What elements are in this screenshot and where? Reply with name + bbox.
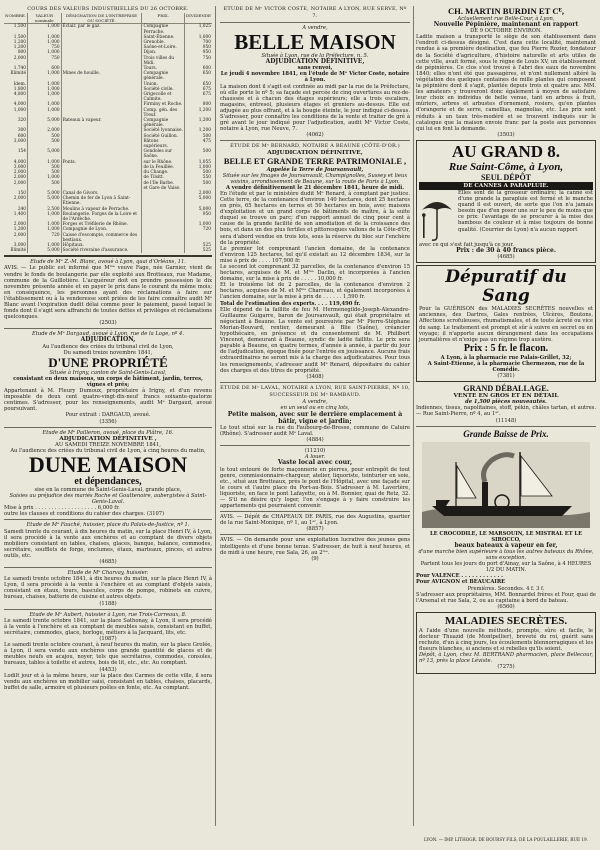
- property-headline: D'UNE PROPRIÉTÉ: [48, 354, 168, 370]
- table-cell: Grigecolle et Calmite.: [142, 92, 185, 102]
- notice-headline: Petite maison, avec sur le derrière emplacement à bâtir, vigne et jardin;: [227, 410, 403, 425]
- table-cell: 2,000: [13, 232, 27, 238]
- column-divider: [215, 6, 216, 826]
- maladies-depot: Dépôt, à Lyon, chez M. BERTRAND pharmacien, place Bellecour, nº 13, près la place Léviste.: [419, 652, 593, 665]
- table-cell: 3,000: [13, 138, 27, 144]
- table-cell: 5,000: [28, 248, 62, 253]
- table-cell: [61, 139, 142, 149]
- table-cell: 600: [28, 66, 62, 71]
- table-cell: 750: [184, 56, 212, 66]
- steamboat-body: d'une marche bien supérieure à tous les autres bateaux du Rhône, sans exception.: [418, 548, 594, 562]
- table-cell: 1,000: [28, 35, 62, 40]
- table-row: [4, 56, 212, 66]
- notice-subtitle: Au l'audience des criées du tribunal civil de Lyon, Du samedi treize novembre 1841,: [42, 343, 174, 356]
- table-cell: du Change.: [142, 170, 185, 175]
- table-cell: 154: [17, 149, 27, 155]
- table-cell: sur le Rhône.: [142, 160, 185, 165]
- table-cell: 1,025: [184, 24, 212, 35]
- table-cell: Grenoble.: [142, 40, 185, 45]
- notice-headline: Vaste local avec cour,: [277, 459, 353, 467]
- table-cell: [184, 233, 212, 243]
- table-row: [4, 212, 212, 222]
- umbrella-ad: [416, 140, 596, 263]
- table-cell: 4,000: [13, 102, 27, 108]
- notice-subtitle: en un seul ou en cinq lots,: [280, 404, 350, 411]
- notice-location: Située sur les finages de Joursanvault, Champignolles, Sussey et lieux voisins, arrondissement de Beaune, sur la route de Paris à Lyon.: [222, 172, 408, 185]
- table-cell: Société riveraine d'assurance.: [61, 248, 142, 253]
- umbrella-cannes: DE CANNES A PARAPLUIE.: [419, 182, 593, 190]
- lot-3: Et le troisième lot de 2 parcelles, de la contenance d'environ 2 hectares, acquises de M. et Mᵐᵉ Charreau, et également incorporées à l'ancien domaine, sur la mise à prix de . . . . . . 1,590 fr.: [220, 282, 410, 301]
- table-cell: 500: [28, 165, 62, 170]
- notice-body: Appartenant à M. Fleury Dumoux, propriétaire à Irigny, et d'un revenu imposable de deux cent quatre-vingt-dix-neuf francs soixante-quatorze centimes. S'adresser, pour les renseignements, audit Mᵉ Dargaud, avoué poursuivant.: [4, 388, 212, 413]
- table-cell: [61, 92, 142, 102]
- table-cell: Illimité: [10, 71, 27, 77]
- notice-ref: (7381): [497, 373, 515, 380]
- table-cell: 5,000: [184, 207, 212, 212]
- table-cell: 2,000: [13, 180, 27, 186]
- table-cell: 1,000: [28, 222, 62, 227]
- table-cell: 1,000: [184, 165, 212, 170]
- notice-body: Le samedi trente octobre courant, à neuf heures du matin, sur la place Grolée, à Lyon, il sera vendu aux enchères une grande quantité de glaces et de meubles neufs en acajou, noyer, tels que secrétaires, commodes, consoles, bureaux, tables à toilette et autres, bois de lit, etc., etc. Au comptant.: [4, 642, 212, 667]
- notice-ref: (3503): [497, 131, 515, 138]
- depuratif-body: Pour la GUÉRISON des MALADIES SECRÈTES nouvelles et anciennes, des Dartres, Gales rentrées, Ulcères, Boutons, Affections scrofuleuses, rhumatismales, et de toute âcreté ou vice du sang. Le traitement est prompt et sûr à suivre en secret ou en voyage; il n'apporte aucun dérangement dans les occupations journalières et n'exige pas un régime trop austère.: [419, 306, 593, 343]
- table-cell: 5,000: [184, 196, 212, 206]
- table-cell: 5,000: [28, 191, 62, 196]
- table-cell: 2,000: [13, 196, 27, 202]
- notice-body: Samedi trente du courant, à dix heures du matin, sur la place Henri IV, à Lyon, il sera procédé à la vente aux enchères et au comptant de divers objets mobiliers consistant en tables, chaises, glaces, banque, balance, commodes, secrétaire, soufflets de forge, enclumes, étaux, marteaux, pinces, et autres outils, etc.: [4, 528, 212, 559]
- table-cell: Boulangerie. Forges de la Loire et de l'Ardèche.: [61, 212, 142, 222]
- table-cell: 1,000: [28, 243, 62, 248]
- table-cell: Compagnie de Lyon.: [61, 227, 142, 232]
- table-cell: 800: [184, 102, 212, 107]
- table-row: [4, 118, 212, 128]
- notice-body: le tout entouré de forte maçonnerie en pierres, pour entrepôt de tout genre, commissionnaire-chargeur, atelier, liquoriste, teinturier en soie, etc., situé aux Brotteaux, près le pont de l'Hôpital, avec une façade sur le cours et l'autre place du Port-au-Bois. S'adresser à M. Lavertère, liquoriste, en face le pont Lafayette, ou à M. Bonnier, quai de Retz, 32. — S'il ne désire qu'y loger, l'on s'engage à y faire construire les appartements qui pourraient convenir.: [220, 466, 410, 510]
- table-cell: 1,000: [28, 82, 62, 87]
- table-cell: Moulins à vapeur de Perrache.: [61, 207, 142, 212]
- table-cell: Idem.: [13, 81, 27, 87]
- notice-body: Le tout situé sur la rue du Faubourg-de-Bresse, commune de Caluire (Rhône). S'adresser audit Mᵉ Laval.: [220, 424, 410, 438]
- table-cell: Comp. gén. des Treuf.: [142, 108, 185, 118]
- table-cell: 3,000: [13, 164, 27, 170]
- umbrella-body-end: avec ce qui s'est fait jusqu'à ce jour.: [419, 241, 514, 248]
- notice-location: sise en la commune de Saint-Genis-Laval, grande place,: [34, 486, 182, 493]
- table-cell: 2,000: [13, 222, 27, 228]
- estate-headline: BELLE ET GRANDE TERRE PATRIMONIALE ,: [223, 156, 407, 166]
- table-cell: Canal de Givors.: [61, 191, 142, 196]
- table-cell: 1,500: [13, 34, 27, 40]
- house-headline: BELLE MAISON: [234, 30, 396, 55]
- column-left: [4, 6, 212, 824]
- table-cell: 1,200: [13, 45, 27, 51]
- notice-ref: (3356): [99, 418, 117, 425]
- table-cell: Compagnie générale.: [142, 71, 185, 81]
- table-cell: de l'Ile Barbe.: [142, 181, 185, 186]
- table-cell: 2,000: [13, 55, 27, 61]
- table-cell: Éclair. par le gaz.: [61, 24, 142, 35]
- notice-body: AVIS. — On demande pour une exploitation lucrative des jeunes gens intelligents et d'une bonne tenue. S'adresser, de huit à neuf heures, et de midi à une heure, rue Sala, 26, au 2ᵐᵉ.: [220, 537, 410, 556]
- table-cell: Compagnie Perrache.: [142, 24, 185, 35]
- table-cell: Caisse d'escompte, commerce des bestiaux.: [61, 233, 142, 243]
- table-cell: Tours.: [142, 66, 185, 71]
- table-cell: 500: [28, 139, 62, 149]
- table-cell: 3,000: [13, 242, 27, 248]
- nursery-address: Actuellement rue Belle-Cour, à Lyon,: [457, 16, 555, 22]
- notice-heading: Etude de Mᵉ Charvay, huissier.: [67, 570, 149, 577]
- column-right: [416, 6, 596, 824]
- table-row: [4, 139, 212, 149]
- table-cell: 650: [184, 82, 212, 87]
- table-column-header: VALEUR nominale: [28, 13, 62, 24]
- notice-body: Le samedi trente octobre 1841, à dix heures du matin, sur la place Henri IV, à Lyon, il sera procédé à la vente à l'enchère et au comptant d'objets saisis, consistant en étaux, tours, bascules, corps de pompe, robinets en cuivre, bureau, chaises, batterie de cuisine et autres objets.: [4, 576, 212, 601]
- notice-heading: Etude de Mᵉ Dargaud, avoué à Lyon, rue de la Loge, nº 4.: [32, 331, 184, 338]
- notice-title: ADJUDICATION DÉFINITIVE,: [265, 58, 365, 66]
- deballage-count: de 1,500 pièces nouveautés.: [465, 399, 547, 406]
- umbrella-body: Elles sont de la grosseur ordinaire; la canne est d'une grande la parapluie est fermé et le manche quand il est ouvert, de sorte que l'on n'a jamais besoin que d'en poser une sur le peu de moins que ce prix: l'avantage de se procurer à la mise des bambous de couleur et à mise toujours de bonne qualité. (Courrier de Lyon) n'a aucun rapport: [458, 189, 593, 233]
- notary-header: ÉTUDE DE Mᵉ LAVAL, NOTAIRE A LYON, RUE SAINT-PIERRE, Nº 10, SUCCESSEUR DE Mᵉ BAMBAUD.: [220, 384, 410, 398]
- table-cell: Hôpitaux.: [61, 243, 142, 248]
- table-cell: 2,000: [28, 128, 62, 133]
- table-cell: 1,200: [13, 227, 27, 233]
- table-row: [4, 196, 212, 206]
- notice-ref: (1188): [99, 600, 117, 607]
- table-cell: 5,000: [28, 196, 62, 206]
- table-cell: 1,055: [184, 160, 212, 165]
- notice-ref: (4685): [99, 559, 117, 565]
- table-column-header: NOMBRE.: [4, 13, 28, 24]
- notice-heading: Etude de Mᵉ Aubert, huissier à Lyon, rue Trois-Carreaux, 8.: [29, 611, 187, 618]
- table-cell: 650: [184, 71, 212, 81]
- table-cell: 1,200: [184, 108, 212, 118]
- table-cell: 1,740: [13, 66, 27, 72]
- table-cell: Société Guillon.: [142, 134, 185, 139]
- maladies-ad: [416, 612, 596, 674]
- table-cell: Saône-et-Loire.: [142, 45, 185, 50]
- table-cell: 300: [17, 128, 27, 134]
- table-cell: [61, 56, 142, 66]
- table-cell: 600: [184, 66, 212, 71]
- table-cell: Saint-Étienne.: [142, 35, 185, 40]
- nursery-body: Ladite maison a transporté le siège de son établissement dans l'endroit ci-dessus désigné. C'est dans cette localité, maintenant rendue à sa première destination, que feu Pierre Rozier, fondateur de la Société d'agriculture, d'histoire naturelle et arts utiles de cette ville, avait formé, sous le règne de Louis XV, un établissement de pépinières. Ce clos s'est trouvé à l'abri des eaux de novembre 1840; elles n'ont été que passagères, et n'ont nullement altéré la végétation des quelques centaines de mille plantes qui composent la pépinière dont il s'agit, plantée depuis trois et quatre ans. MM. les amateurs y trouveront donc également à moyen de satisfaire leur choix en individus de belle venue, tant en arbres à fruit, mûriers, arbres et arbustes d'ornement, rosiers, qu'en plantes d'orangerie et de serre, camellias, magnolias, etc. Les prix sont réduits à un taux très-modéré et se trouvent indiqués sur le catalogue que la maison envoie franc par la poste aux personnes qui lui en font la demande.: [416, 34, 596, 132]
- house-subheadline: et dépendances,: [74, 475, 142, 487]
- table-cell: 4,000: [13, 159, 27, 165]
- table-cell: Dijon.: [142, 50, 185, 55]
- table-cell: 500: [184, 170, 212, 175]
- nursery-subheadline: DE 9 OCTOBRE ENVIRON.: [470, 28, 542, 35]
- table-row: [4, 24, 212, 35]
- table-cell: 1,000: [28, 175, 62, 180]
- notice-body: Lodilt jour et à la même heure, sur la place des Carmes de cette ville, il sera vendu aux enchères un mobilier saisi, consistant en tables, chaises, placards, buffet de salle, armoire et plusieurs poêles en fonte, etc. Au comptant.: [4, 672, 212, 691]
- table-cell: 950: [184, 50, 212, 55]
- table-cell: Trois villes du Midi.: [142, 56, 185, 66]
- table-cell: Ponts.: [61, 160, 142, 165]
- table-column-header: DÉSIGNATION DE L'ENTREPRISE OU SOCIÉTÉ.: [61, 13, 142, 24]
- table-cell: 1,000: [28, 71, 62, 81]
- table-cell: 720: [28, 233, 62, 243]
- table-row: [4, 92, 212, 102]
- table-cell: Bateaux à vapeur.: [61, 118, 142, 128]
- table-cell: 1,000: [28, 102, 62, 107]
- notice-ref: (8857): [306, 526, 324, 533]
- table-cell: 500: [28, 170, 62, 175]
- table-cell: [142, 233, 185, 243]
- table-cell: [142, 196, 185, 206]
- printer-footer: LYON. — IMP. LITHOGR. DE BOURSY FILS, DE LA POULAILLERIE, RUE 19.: [423, 837, 589, 842]
- table-cell: 2,000: [13, 170, 27, 176]
- deballage-body: Indiennes, tissus, napolitaines, stoff, pékin, châles tartan, et autres. — Rue Saint-Pierre, nº 4, au 1ᵉʳ.: [416, 405, 596, 418]
- notary-header: ÉTUDE DE Mᵉ VICTOR COSTE, NOTAIRE A LYON, RUE SERVE, Nº 7.: [223, 6, 407, 19]
- depuratif-ad: [416, 265, 596, 382]
- table-cell: Illimité: [10, 248, 27, 254]
- notice-date: AU SAMEDI TREIZE NOVEMBRE 1841,: [55, 441, 161, 448]
- table-cell: 150: [17, 190, 27, 196]
- table-cell: 1,000: [28, 227, 62, 232]
- notice-body: Le samedi trente octobre 1841, sur la place Sathonay, à Lyon, il sera procédé à la vente à l'enchère et au comptant de meubles saisis, consistant en buffet, secrétaire, commodes, glace, horloge, métiers à la Jacquard, lits, etc.: [4, 617, 212, 636]
- table-cell: Mines de houille.: [61, 71, 142, 81]
- notice-location: Située à Irigny, canton de Saint-Genis-Laval,: [49, 369, 167, 376]
- table-cell: 1,000: [184, 35, 212, 40]
- deballage-headline: GRAND DÉBALLAGE.: [463, 384, 549, 394]
- steamboat-headline: Grande Baisse de Prix.: [463, 428, 549, 439]
- table-cell: 950: [184, 212, 212, 222]
- values-table-title: COURS DES VALEURS INDUSTRIELLES DU 26 OCTOBRE.: [27, 6, 189, 12]
- table-column-header: DIVIDENDE: [184, 13, 212, 24]
- table-cell: 525: [184, 243, 212, 248]
- notice-location: Saisies au préjudice des mariés Roche et Gouttenoire, aubergistes à Saint-Genis-Laval.: [9, 493, 207, 506]
- house-headline: DUNE MAISON: [28, 451, 188, 477]
- umbrella-price: Prix : de 30 à 40 francs pièce.: [456, 247, 556, 255]
- steamboat-names: LE CROCODILE, LE MARSOUIN, LE MISTRAL ET LE SIROCCO,: [429, 530, 583, 543]
- table-row: [4, 149, 212, 159]
- notice-title: ADJUDICATION DÉFINITIVE,: [267, 150, 363, 157]
- route-avignon: Pour AVIGNON et BEAUCAIRE: [416, 579, 506, 586]
- table-cell: 500: [184, 134, 212, 139]
- table-cell: 1,200: [13, 40, 27, 46]
- notice-subtitle: Au l'audience des criées du tribunal civil de Lyon, à cinq heures du matin,: [10, 447, 206, 454]
- umbrella-shop-address: Rue Saint-Côme, à Lyon,: [448, 160, 564, 173]
- estimate-total: Total de l'estimation des experts. . . . 119,490 fr.: [220, 300, 361, 307]
- depuratif-headline: Dépuratif du Sang: [445, 267, 567, 307]
- table-cell: 1,000: [28, 160, 62, 165]
- table-cell: 1,000: [28, 87, 62, 92]
- table-cell: Firminy et Roche.: [142, 102, 185, 107]
- table-cell: 1,000: [28, 40, 62, 45]
- table-cell: 550: [184, 175, 212, 180]
- notice-ref: (2503): [99, 320, 117, 327]
- notice-price: Mise à prix . . . . . . . . . . . . . . . . . . . 6,000 fr.: [4, 505, 120, 512]
- industrial-values-table: [4, 13, 212, 253]
- steamboat-departure: Partent tous les jours du port d'Ainay, sur la Saône, à 4 HEURES 1/2 DU MATIN.: [420, 561, 592, 574]
- table-cell: 320: [17, 118, 27, 124]
- table-cell: 700: [184, 40, 212, 45]
- table-cell: Chemin de fer de Lyon à Saint-Étienne.: [61, 196, 142, 206]
- table-cell: 4,800: [13, 92, 27, 98]
- table-row: [4, 108, 212, 118]
- pharmacy-lyon: A Lyon, à la pharmacie rue Palais-Grillet, 32;: [440, 354, 572, 361]
- table-cell: Union.: [142, 82, 185, 87]
- table-cell: Bâtons supérieurs.: [142, 139, 185, 149]
- table-cell: 1,000: [28, 108, 62, 118]
- table-cell: de la Feuillée.: [142, 165, 185, 170]
- notice-body: AVIS. — Le public est informé que Mᵐᵉ veuve Fage, née Garnier, vient de vendre le fonds de boulangerie par elle exploité aux Brotteaux, rue Madame, commune de la Guillotière. L'acquéreur doit en prendre possession le dix novembre présente année et en payer le prix dans le courant du même mois; en conséquence, les personnes ayant des réclamations à faire sur l'établissement ou à la venderesse sont priées de les faire connaître audit Mᵉ Blanc avant l'expiration dudit délai comme pour le paiement, passé lequel le fonds dont il s'agit sera affranchi de toutes dettes et privilèges et réclamations quelconques.: [4, 265, 212, 321]
- table-cell: 525: [184, 248, 212, 253]
- steamboat-type: beaux bateaux à vapeur en fer,: [454, 541, 558, 549]
- notice-subtitle: sans renvoi,: [297, 65, 333, 72]
- notice-tag: A vendre,: [302, 398, 328, 405]
- table-cell: 240: [17, 206, 27, 212]
- table-cell: 950: [184, 45, 212, 50]
- table-cell: 5,000: [28, 118, 62, 128]
- table-cell: 1,000: [28, 92, 62, 102]
- notary-header: ÉTUDE DE Mᵉ BERNARD, NOTAIRE A BEAUNE (CÔTE-D'OR.): [230, 143, 400, 150]
- pharmacy-saint-etienne: A Saint-Étienne, à la pharmacie Chermezon, rue de la Comédie.: [427, 360, 585, 373]
- column-divider: [413, 6, 414, 826]
- table-row: [4, 233, 212, 243]
- umbrella-seul-depot: SEUL DÉPÔT: [480, 172, 531, 182]
- table-cell: 1,000: [13, 107, 27, 113]
- notice-tag: A vendre,: [302, 25, 328, 31]
- maladies-headline: MALADIES SECRÈTES.: [444, 614, 568, 627]
- table-cell: Forges et Tréfilerie de Rhône.: [61, 222, 142, 227]
- lot-2: Le second lot comprenant 32 parcelles, de la contenance d'environ 15 hectares, acquises de M. et Mᵐᵉ Daclin, et incorporées à l'ancien domaine, sur la mise à prix de . . . . . 10,000 fr.: [220, 264, 410, 283]
- maladies-body: A l'aide d'une nouvelle méthode, prompte, sûre et facile, le docteur Thuazid (de Montpellier), breveté du roi, guérit sans rechute, d'un à cinq jours, les écoulements blennorragiques et les flueurs blanches, si anciens et si rebelles qu'ils soient.: [419, 627, 593, 653]
- notice-ref: (4884): [306, 437, 324, 444]
- table-cell: 5,000: [28, 149, 62, 159]
- route-prices: Premières. Secondes. 4 f. 3 f.: [467, 585, 545, 592]
- table-row: [4, 71, 212, 81]
- table-cell: 500: [28, 134, 62, 139]
- nursery-headline: Nouvelle Pépinière, maintenant en rapport: [433, 21, 579, 29]
- notice-heading: Etude de Mᵉ Z.-M. Blanc, avoué à Lyon, quai d'Orléans, 11.: [30, 259, 186, 266]
- notice-ref: (1087): [99, 636, 117, 643]
- notice-body: AVIS. — Dépôt de CHAPEAUX DE PARIS, rue des Augustins, quartier de la rue Saint-Monique, nº 1, au 1ᵉʳ, à Lyon.: [220, 514, 410, 527]
- table-cell: 600: [17, 133, 27, 139]
- table-column-header: PRIX.: [142, 13, 185, 24]
- notice-heading: Etude de Mᵉ Fauché, huissier, place du Palais-de-Justice, nº 1.: [26, 522, 190, 529]
- notice-ref: (4685): [497, 254, 515, 261]
- table-cell: 1,000: [28, 50, 62, 55]
- notice-description: consistant en deux maisons, un corps de bâtiment, jardin, terres, vignes et prés;: [13, 375, 203, 388]
- notice-heading: Etude de Mᵉ Pailleron, avoué, place du Plâtre, 16.: [42, 429, 174, 436]
- notice-signature: Pour extrait : DARGAUD, avoué.: [65, 412, 151, 419]
- notice-body: La maison dont il s'agit est confinée au midi par la rue de la Préfecture, où elle porte le nº 5; sa façade est percée de cinq ouvertures au rez-de-chaussée et à chacun des étages supérieurs; elle a trois escaliers, magasins, entresol, plusieurs étages et greniers au-dessus. Elle est adjugée au plus offrant, et à la bougie éteinte, le jour indiqué ci-dessus. S'adresser, pour connaître les conditions de la vente et traiter de gré à gré avant le jour indiqué pour l'adjudication, audit Mᵉ Victor Coste, notaire à Lyon, rue Neuve, 7.: [220, 83, 410, 133]
- notice-ref: (3408): [306, 373, 324, 380]
- notice-ref: (7275): [497, 664, 515, 671]
- table-row: [4, 248, 212, 253]
- table-cell: 1,200: [184, 118, 212, 128]
- table-cell: 750: [28, 45, 62, 50]
- table-cell: [61, 149, 142, 159]
- table-cell: 1,200: [184, 128, 212, 133]
- table-cell: Compagnie générale.: [142, 118, 185, 128]
- table-cell: [142, 212, 185, 222]
- notice-ref: (11210): [304, 448, 326, 455]
- table-cell: 475: [184, 139, 212, 149]
- steamboat-contact: S'adresser aux propriétaires, MM. Bonnardel frères et Four, quai de l'Arsenal et rue Sala, 2, ou au capitaine à bord du bateau.: [416, 591, 596, 604]
- notice-location: Située à Lyon, rue de la Préfecture, n. 5.: [261, 53, 369, 60]
- notice-date: Le jeudi 4 novembre 1841, en l'étude de Mᵉ Victor Coste, notaire à Lyon.: [220, 71, 410, 84]
- lot-1: Le premier lot comprenant l'ancien domaine, de la contenance d'environ 125 hectares, tel qu'il existait au 12 décembre 1834, sur la mise à prix de . . . . 107,900 fr.: [220, 245, 410, 264]
- notice-body: outre les clauses et conditions du cahier des charges. (3107): [4, 511, 165, 518]
- table-cell: 675: [184, 92, 212, 102]
- table-cell: et Gare de Vaise.: [142, 186, 185, 191]
- table-cell: 2,500: [28, 207, 62, 212]
- notice-date: A vendre définitivement le 21 décembre 1841, heure de midi.: [225, 184, 405, 191]
- table-cell: 720: [184, 227, 212, 232]
- table-cell: 1,400: [13, 211, 27, 217]
- table-cell: 500: [184, 181, 212, 186]
- notice-ref: (6560): [497, 603, 515, 610]
- table-cell: 1,800: [13, 86, 27, 92]
- notice-ref: (4062): [306, 132, 324, 139]
- table-cell: [61, 108, 142, 118]
- umbrella-cane-icon: [419, 192, 455, 242]
- deballage-sub: VENTE EN GROS ET EN DÉTAIL: [453, 393, 559, 400]
- table-cell: de Tilsitt.: [142, 175, 185, 180]
- notice-ref: (4453): [99, 666, 117, 673]
- notice-title: ADJUDICATION DÉFINITIVE ,: [59, 435, 157, 442]
- table-cell: 2,000: [13, 175, 27, 181]
- table-cell: 500: [28, 181, 62, 186]
- notice-title: ADJUDICATION,: [80, 336, 136, 344]
- table-cell: Société civile.: [142, 87, 185, 92]
- nursery-company-name: CH. MARTIN BURDIN ET Cᴱ,: [447, 6, 565, 16]
- depuratif-price: Prix : 5 fr. le flacon.: [463, 342, 549, 354]
- column-middle: [220, 6, 410, 824]
- table-cell: 2,000: [184, 191, 212, 196]
- table-cell: 1,500: [13, 24, 27, 30]
- notice-subtitle: Appelée la Terre de Joursanvault,: [266, 166, 364, 173]
- notice-tag: A louer.: [304, 454, 326, 461]
- umbrella-shop-name: AU GRAND 8.: [451, 141, 561, 161]
- table-cell: [142, 248, 185, 253]
- table-cell: 750: [28, 56, 62, 66]
- notice-body: En l'étude et par le ministère dudit Mᵉ Renard, à comptant par justice. Cette terre, de la contenance d'environ 140 hectares, dont 25 hectares en prés, 65 hectares en terres et 50 hectares en bois, avec maisons d'exploitation et un grand corps de bâtiments de maître, à la suite duquel se trouve un parc; d'un rapport annuel de cinq pour cent à cause de la grande facilité de son amodiation et de la croissance des bois, et dans un des plus fertiles et pittoresques vallons de la Côte-d'Or, sera d'abord vendue en trois lots, sous la réserve du bloc sur l'enchère de la propriété.: [220, 190, 410, 246]
- notice-body: Elle dépend de la faillite de feu M. Hermenegilde-Joseph-Alexandre-Guillaume Guigarre, baron de Joursanvault, qui était propriétaire et négociant à Beaune. La vente est poursuivie par Mᵉ Pierre-Stéphane Morian-Bouvard, rentier, demeurant à Blie (Saône), créancier hypothécaire, en présence et du consentement de M. Philibert Vincenot, demeurant à Beaune, syndic de ladite faillite. Le prix sera payable à Beaune, en quatre termes, d'année à année, à partir du jour de l'adjudication, époque fixée pour l'entrée en jouissance. Aucuns frais extraordinaires ne seront mis à la charge des adjudicataires. Pour tous les renseignements, s'adresser audit Mᵉ Renard, dépositaire du cahier des charges et des titres de propriété.: [220, 306, 410, 374]
- table-cell: 1,000: [184, 222, 212, 227]
- table-cell: 500: [184, 149, 212, 159]
- table-cell: 1,000: [28, 212, 62, 222]
- notice-ref: (11148): [495, 417, 517, 424]
- notice-ref: (9): [311, 555, 319, 562]
- steamboat-illustration: [422, 442, 590, 528]
- table-cell: 800: [17, 50, 27, 56]
- route-valence: Pour VALENCE . . . . . . . . . . . .: [416, 573, 503, 580]
- table-cell: 1,000: [28, 24, 62, 35]
- table-cell: Société lyonnaise.: [143, 128, 183, 134]
- table-cell: 675: [184, 87, 212, 92]
- table-cell: Gondoles sur Saône.: [142, 149, 185, 159]
